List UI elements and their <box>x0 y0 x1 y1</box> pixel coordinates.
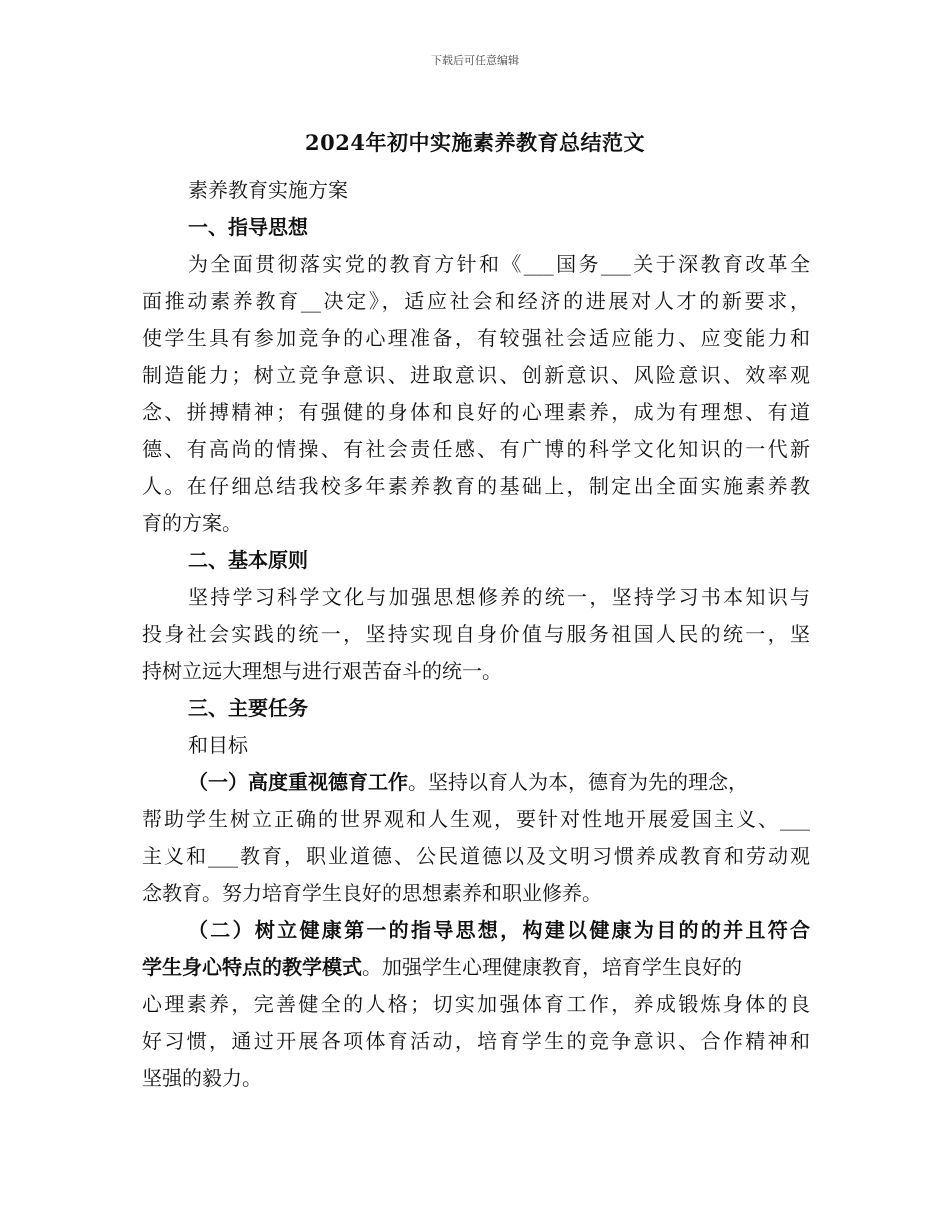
paragraph-line: 主义和___教育，职业道德、公民道德以及文明习惯养成教育和劳动观 <box>142 844 810 868</box>
subheading-1: （一）高度重视德育工作 <box>188 770 408 794</box>
paragraph-line: 心理素养，完善健全的人格；切实加强体育工作，养成锻炼身体的良 <box>142 992 810 1016</box>
paragraph-line: 念教育。努力培育学生良好的思想素养和职业修养。 <box>142 881 602 905</box>
section-3-continuation: 和目标 <box>188 733 248 757</box>
paragraph-line: 制造能力；树立竞争意识、进取意识、创新意识、风险意识、效率观 <box>142 363 810 387</box>
paragraph-line: 使学生具有参加竞争的心理准备，有较强社会适应能力、应变能力和 <box>142 326 810 350</box>
paragraph-line: 坚强的毅力。 <box>142 1066 262 1090</box>
paragraph-line: 好习惯，通过开展各项体育活动，培育学生的竞争意识、合作精神和 <box>142 1029 810 1053</box>
subheading-2-cont: 学生身心特点的教学模式 <box>142 955 362 979</box>
paragraph-line: 坚持学习科学文化与加强思想修养的统一，坚持学习书本知识与 <box>188 585 810 609</box>
document-title: 2024年初中实施素养教育总结范文 <box>305 130 645 155</box>
paragraph-line: 为全面贯彻落实党的教育方针和《___国务___关于深教育改革全 <box>188 252 810 276</box>
paragraph-line: 人。在仔细总结我校多年素养教育的基础上，制定出全面实施素养教 <box>142 474 810 498</box>
paragraph-line <box>142 764 810 801</box>
paragraph-text: 。加强学生心理健康教育，培育学生良好的 <box>362 955 742 979</box>
section-heading-2: 二、基本原则 <box>188 548 308 572</box>
paragraph-line: 念、拼搏精神；有强健的身体和良好的心理素养，成为有理想、有道 <box>142 400 810 424</box>
paragraph-line: 帮助学生树立正确的世界观和人生观，要针对性地开展爱国主义、___ <box>142 807 810 831</box>
section-heading-3: 三、主要任务 <box>188 696 308 720</box>
paragraph-text: 。坚持以育人为本，德育为先的理念， <box>408 770 748 794</box>
section-heading-1: 一、指导思想 <box>188 215 308 239</box>
paragraph-line: 德、有高尚的情操、有社会责任感、有广博的科学文化知识的一代新 <box>142 437 810 461</box>
paragraph-line: 面推动素养教育__决定》，适应社会和经济的进展对人才的新要求， <box>142 289 810 313</box>
document-body <box>142 172 810 1097</box>
paragraph-line <box>142 949 810 986</box>
plan-subtitle: 素养教育实施方案 <box>188 178 348 202</box>
paragraph-line: 育的方案。 <box>142 511 242 535</box>
subheading-2: （二）树立健康第一的指导思想，构建以健康为目的的并且符合 <box>188 918 810 942</box>
header-note: 下载后可任意编辑 <box>431 54 519 67</box>
paragraph-line: 持树立远大理想与进行艰苦奋斗的统一。 <box>142 659 502 683</box>
paragraph-line: 投身社会实践的统一，坚持实现自身价值与服务祖国人民的统一，坚 <box>142 622 810 646</box>
